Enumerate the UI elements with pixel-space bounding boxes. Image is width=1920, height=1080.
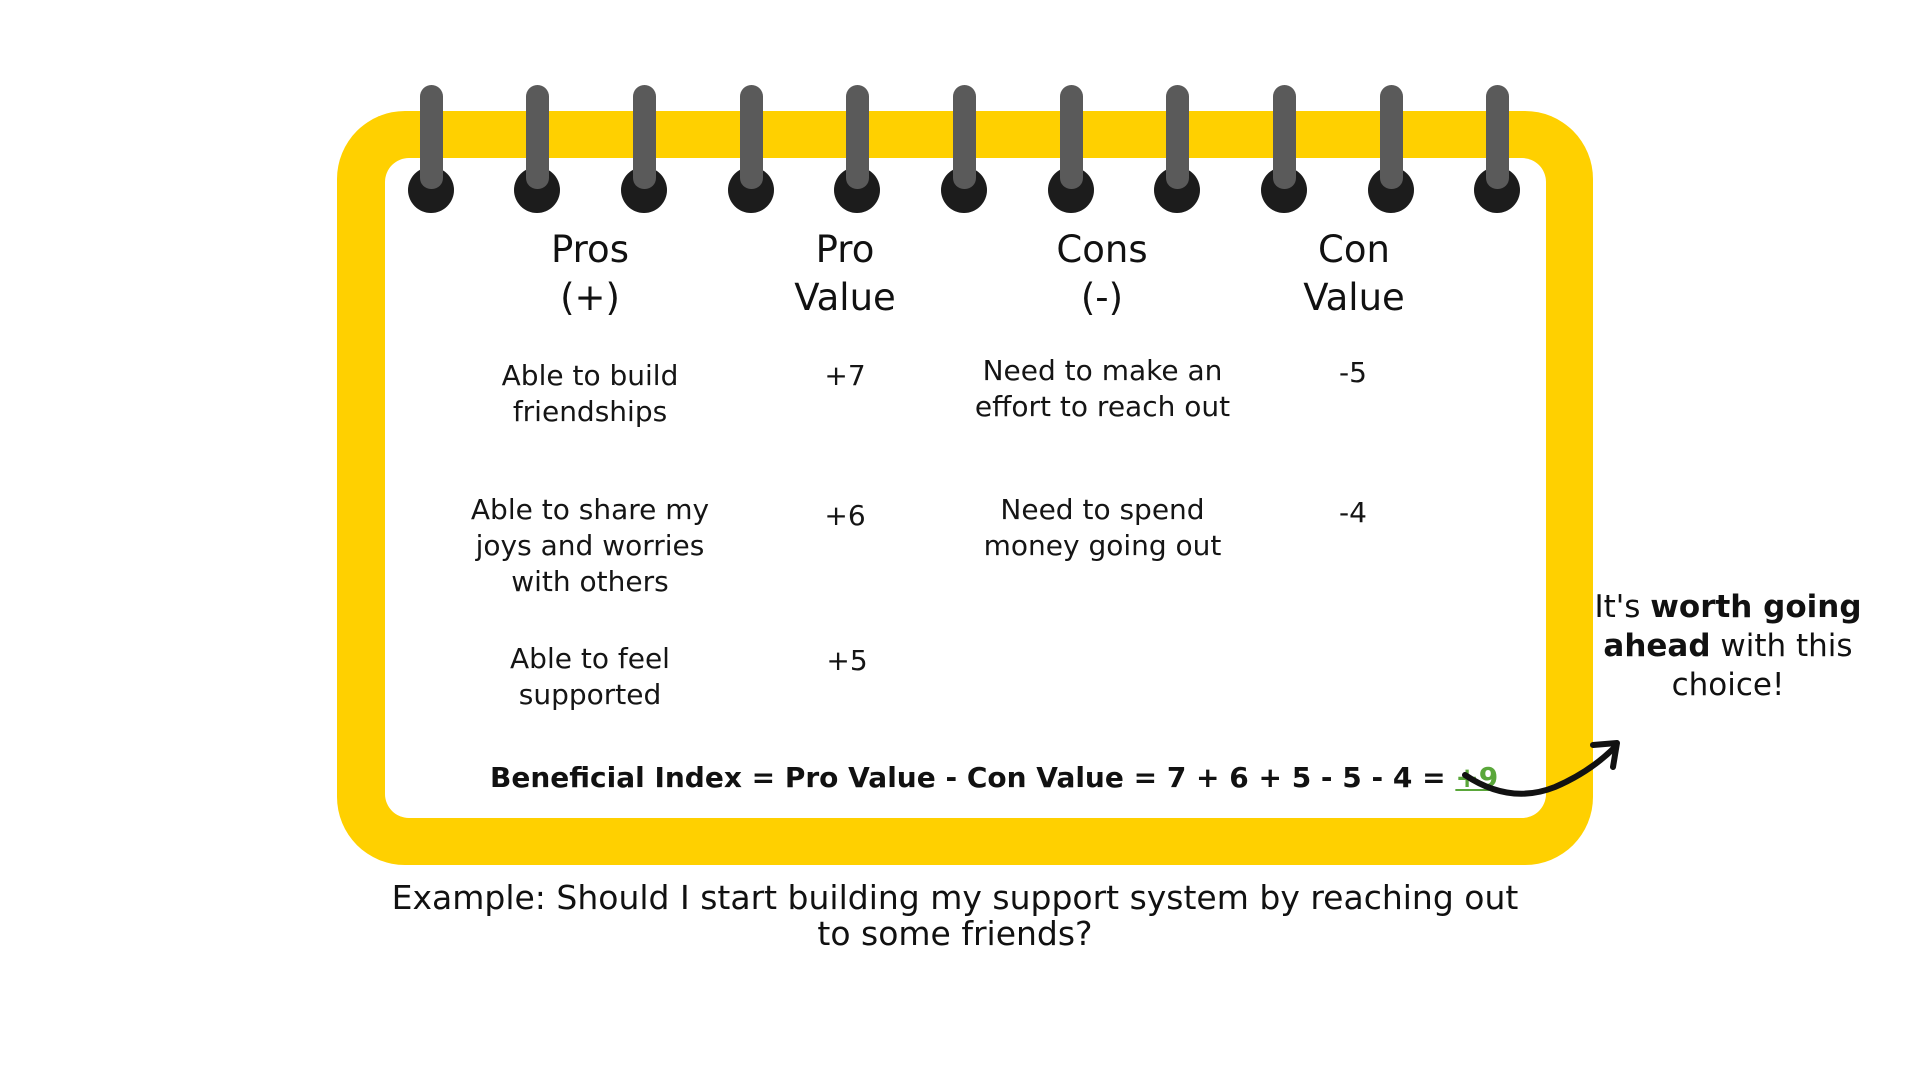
pro-item: Able to build friendships: [501, 359, 679, 428]
header-pro-value-line2: Value: [794, 276, 896, 319]
spiral-ring: [728, 85, 776, 213]
con-item: Need to make an effort to reach out: [974, 354, 1231, 423]
spiral-ring: [941, 85, 989, 213]
con-item: Need to spend money going out: [983, 493, 1222, 562]
header-cons: [1002, 226, 1202, 322]
header-cons-title: Cons: [1056, 228, 1148, 271]
pro-value: +6: [824, 499, 866, 532]
con-value: -5: [1339, 356, 1367, 389]
spiral-ring: [621, 85, 669, 213]
header-pro-value: [745, 226, 945, 322]
note-prefix: It's: [1594, 589, 1651, 625]
beneficial-index-formula: [490, 760, 1500, 796]
spiral-ring: [1368, 85, 1416, 213]
header-pro-value-line1: Pro: [815, 228, 875, 271]
spiral-ring: [834, 85, 882, 213]
spiral-ring: [1474, 85, 1522, 213]
example-caption: Example: Should I start building my support system by reaching out to some friends?: [391, 878, 1519, 953]
curved-arrow-icon: [1455, 715, 1635, 815]
spiral-ring: [1154, 85, 1202, 213]
header-con-value: [1254, 226, 1454, 322]
header-pros-title: Pros: [551, 228, 629, 271]
header-con-value-line1: Con: [1318, 228, 1390, 271]
pro-item: Able to share my joys and worries with others: [470, 493, 710, 598]
conclusion-note: [1590, 588, 1866, 705]
pro-value: +7: [824, 359, 866, 392]
header-pros-sign: (+): [560, 276, 620, 319]
pro-value: +5: [826, 644, 868, 677]
formula-result: +9: [1455, 761, 1499, 794]
spiral-ring: [514, 85, 562, 213]
header-con-value-line2: Value: [1303, 276, 1405, 319]
pro-item: Able to feel supported: [510, 642, 670, 711]
header-pros: [490, 226, 690, 322]
spiral-ring: [408, 85, 456, 213]
note-suffix: with this choice!: [1671, 628, 1853, 703]
con-value: -4: [1339, 496, 1367, 529]
spiral-ring: [1048, 85, 1096, 213]
header-cons-sign: (-): [1080, 276, 1124, 319]
note-emphasis: worth going ahead: [1603, 589, 1862, 664]
spiral-ring: [1261, 85, 1309, 213]
formula-expression: Beneficial Index = Pro Value - Con Value = 7 + 6 + 5 - 5 - 4 =: [490, 761, 1456, 794]
